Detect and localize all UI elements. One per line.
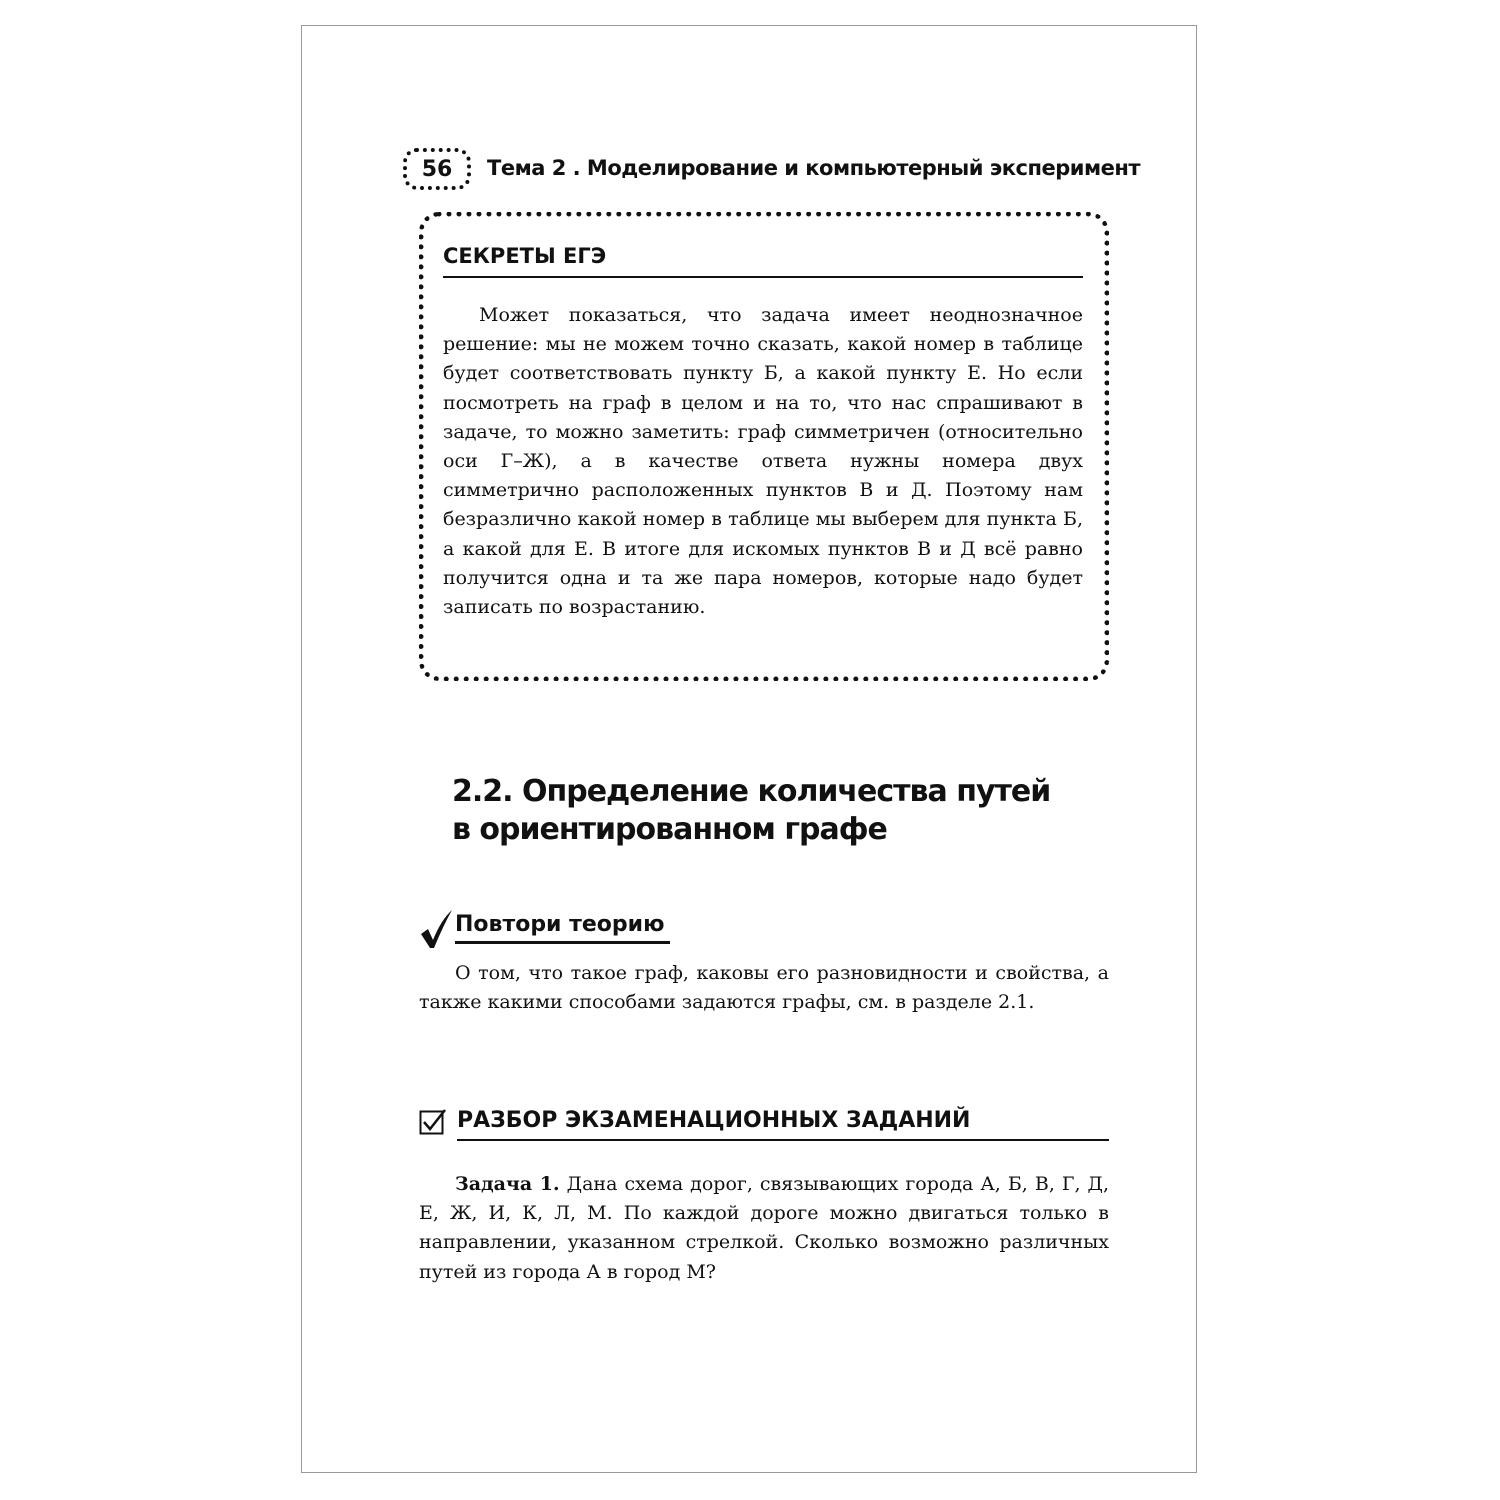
theory-text: О том, что такое граф, каковы его разновидности и свойства, а также какими способами задаются графы, см. в разделе 2.1.: [419, 962, 1109, 1014]
secrets-text: Может показаться, что задача имеет неоднозначное решение: мы не можем точно сказать, какой номер в таблице будет соответствовать пункту Б, а какой пункту Е. Но если посмотреть на граф в целом и на то, что нас спрашивают в задаче, то можно заметить: граф симметричен (относительно оси Г–Ж), а в качестве ответа нужны номера двух симметрично расположенных пунктов В и Д. Поэтому нам безразлично какой номер в таблице мы выберем для пункта Б, а какой для Е. В итоге для искомых пунктов В и Д всё равно получится одна и та же пара номеров, которые надо будет записать по возрастанию.: [443, 304, 1083, 619]
exam-heading: [419, 1106, 1109, 1146]
section-heading-line2: в ориентированном графе: [452, 812, 887, 847]
page-number: 56: [403, 148, 471, 190]
secrets-title: СЕКРЕТЫ ЕГЭ: [443, 244, 1083, 278]
theory-label: Повтори теорию: [455, 912, 670, 944]
checked-box-icon: [419, 1108, 447, 1136]
task-label: Задача 1.: [455, 1173, 560, 1195]
task-text: [419, 1170, 1109, 1287]
section-heading: [452, 773, 1112, 849]
running-title: Тема 2 . Моделирование и компьютерный эксперимент: [487, 156, 1141, 180]
checkmark-icon: [419, 908, 453, 950]
exam-label: РАЗБОР ЭКЗАМЕНАЦИОННЫХ ЗАДАНИЙ: [457, 1108, 1109, 1141]
section-heading-line1: 2.2. Определение количества путей: [452, 774, 1051, 809]
task-body: Дана схема дорог, связывающих города А, Б, В, Г, Д, Е, Ж, И, К, Л, М. По каждой дороге можно двигаться только в направлении, указанном стрелкой. Сколько возможно различных путей из города А в город М?: [419, 1173, 1109, 1283]
